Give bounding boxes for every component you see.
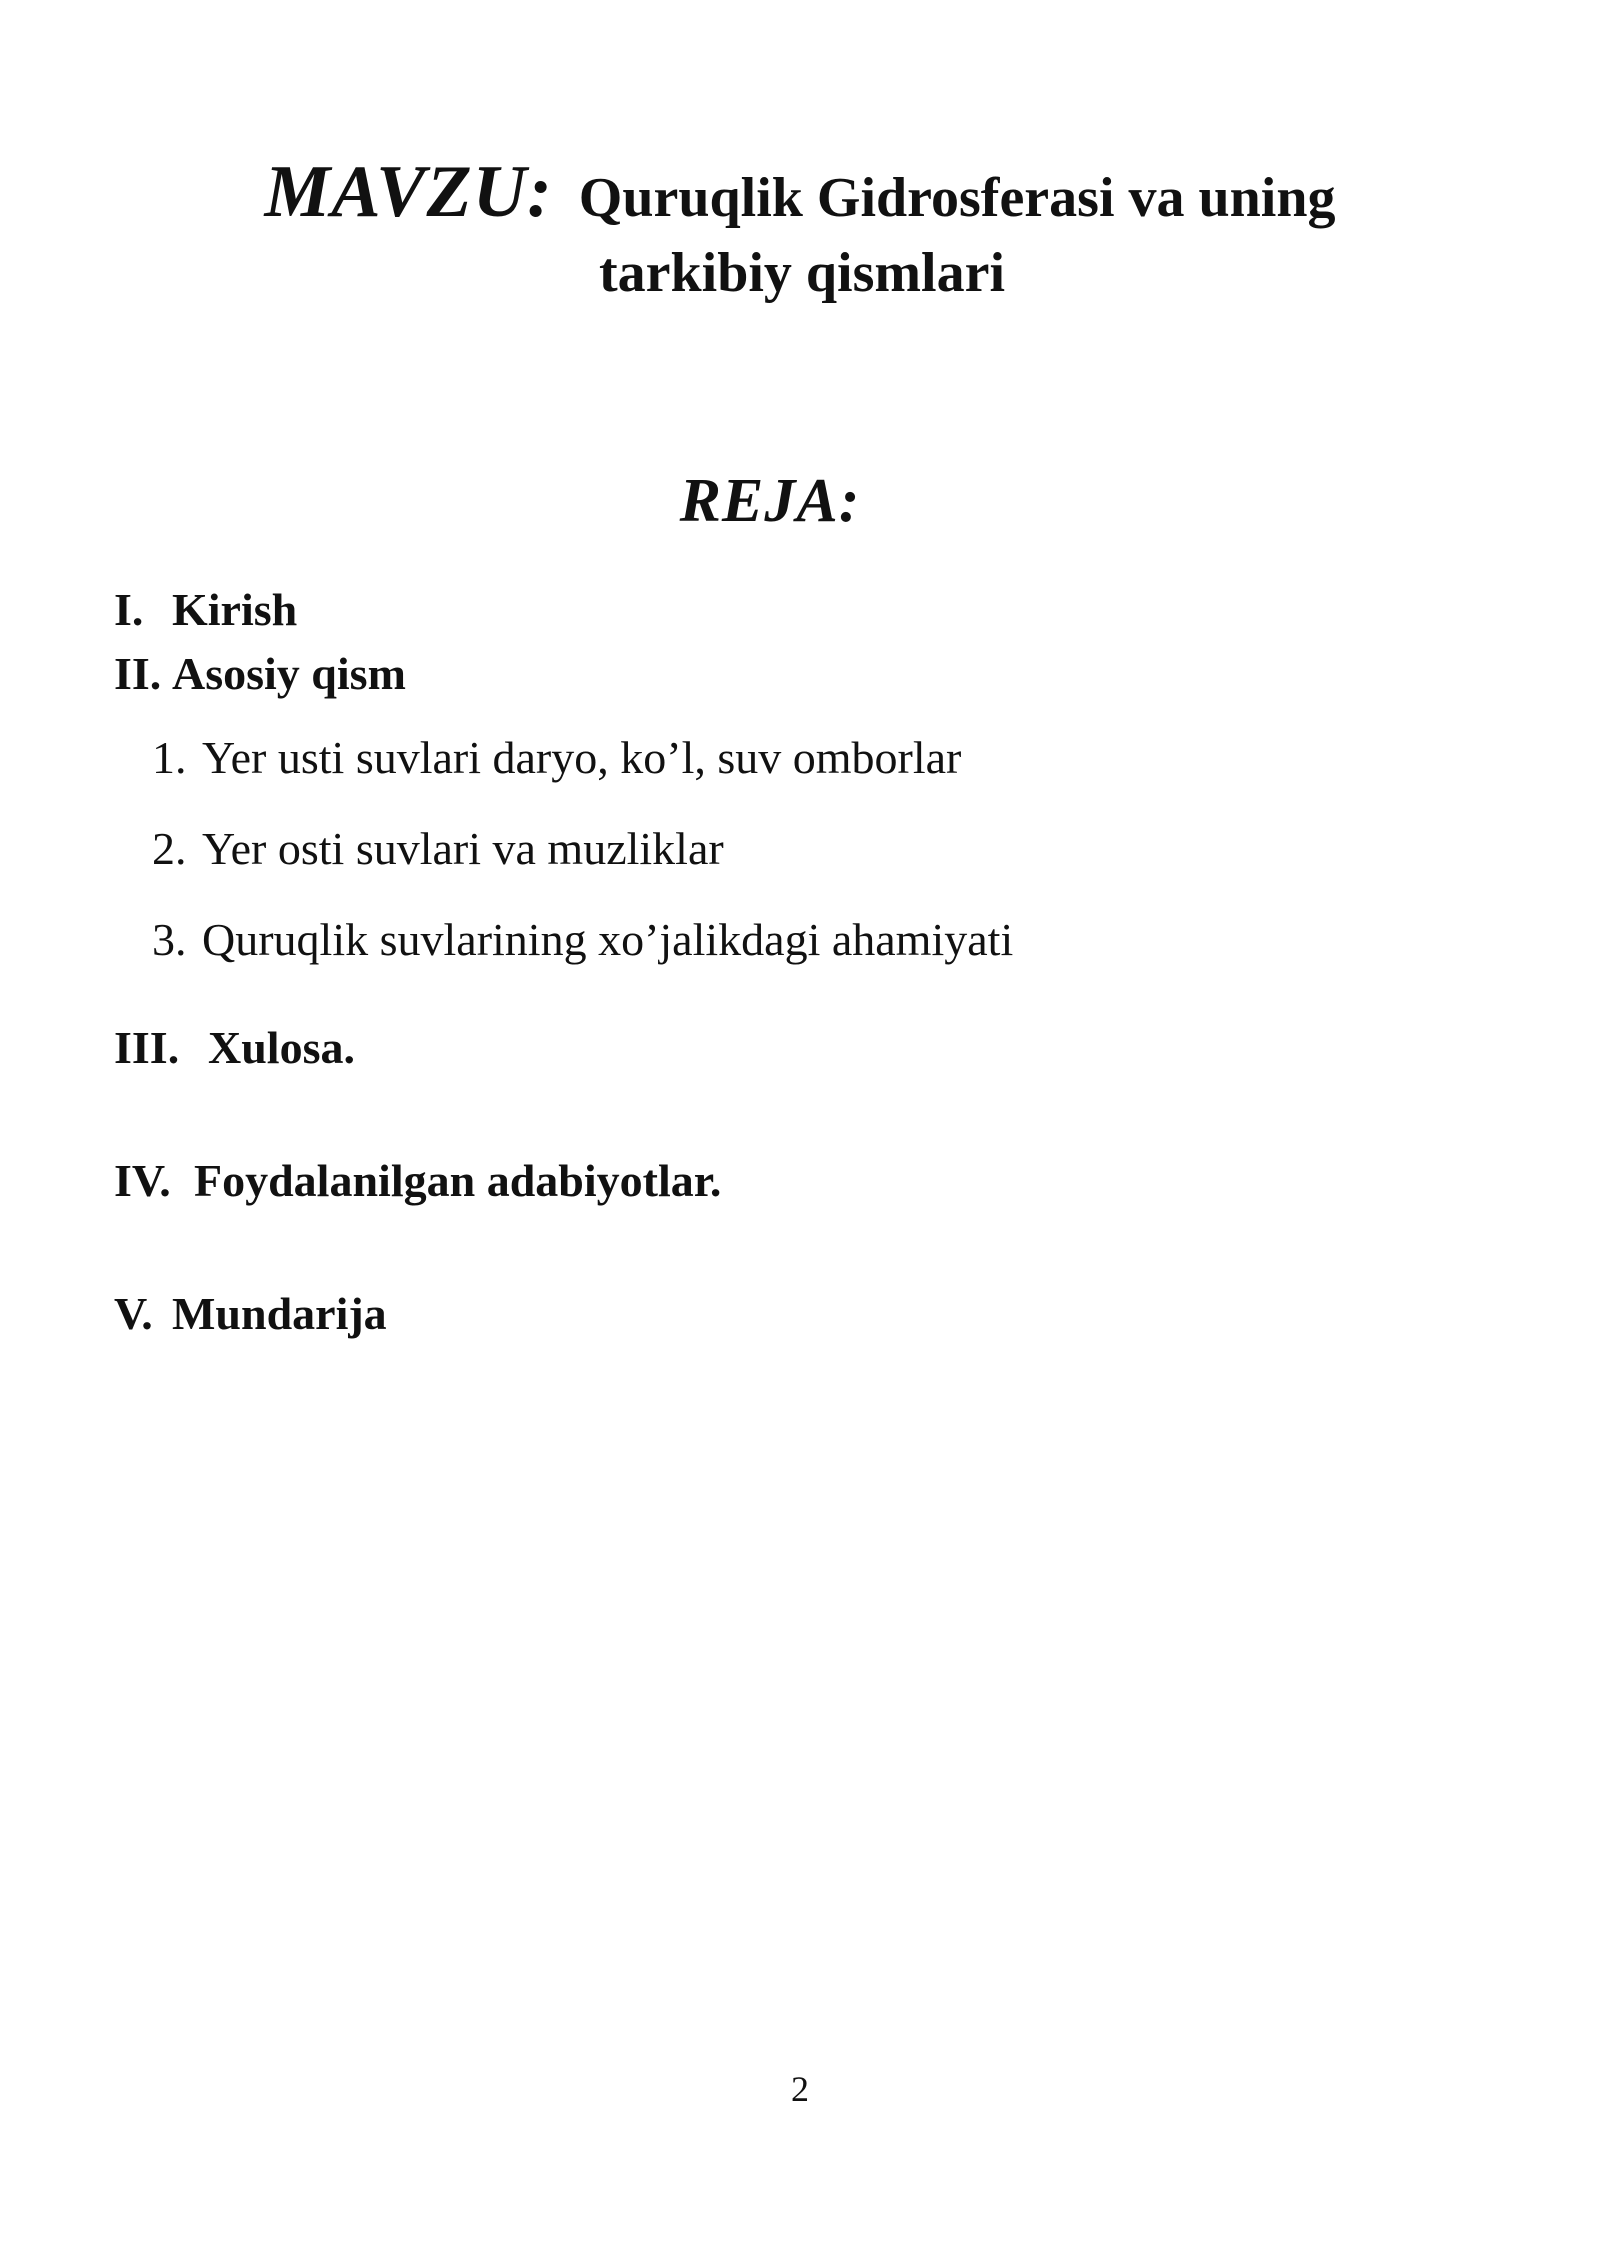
plan-sublist [114, 728, 1514, 970]
plan-subitem-number: 3. [152, 914, 187, 965]
plan-item-text: Mundarija [172, 1288, 387, 1339]
plan-item-main [114, 642, 1514, 706]
plan-item-intro [114, 578, 1514, 642]
topic-title [0, 150, 1600, 305]
page-number: 2 [791, 2069, 809, 2109]
plan-item-references [114, 1149, 1514, 1213]
topic-title-text: Quruqlik Gidrosferasi va uning [578, 167, 1336, 229]
plan-subitem [114, 819, 1514, 879]
plan-item-number: V. [114, 1288, 153, 1339]
topic-label: MAVZU: [264, 151, 553, 233]
plan-item-text: Asosiy qism [172, 648, 406, 699]
plan-subitem-number: 1. [152, 732, 187, 783]
plan-item-number: IV. [114, 1155, 171, 1206]
plan-subitem-text: Yer osti suvlari va muzliklar [202, 823, 724, 874]
plan-item-conclusion [114, 1016, 1514, 1080]
plan-item-text: Xulosa. [208, 1022, 355, 1073]
plan-list [114, 578, 1514, 1346]
plan-subitem [114, 728, 1514, 788]
plan-item-number: I. [114, 584, 144, 635]
plan-item-number: III. [114, 1022, 180, 1073]
plan-item-text: Foydalanilgan adabiyotlar. [194, 1155, 722, 1206]
topic-title-line1 [0, 150, 1600, 235]
plan-item-contents [114, 1282, 1514, 1346]
plan-subitem-number: 2. [152, 823, 187, 874]
plan-item-number: II. [114, 648, 162, 699]
plan-heading: REJA: [679, 467, 861, 535]
plan-subitem-text: Quruqlik suvlarining xo’jalikdagi ahamiyati [202, 914, 1014, 965]
topic-title-line2: tarkibiy qismlari [598, 242, 1006, 304]
plan-subitem [114, 910, 1514, 970]
plan-item-text: Kirish [172, 584, 298, 635]
plan-subitem-text: Yer usti suvlari daryo, ko’l, suv omborlar [202, 732, 962, 783]
